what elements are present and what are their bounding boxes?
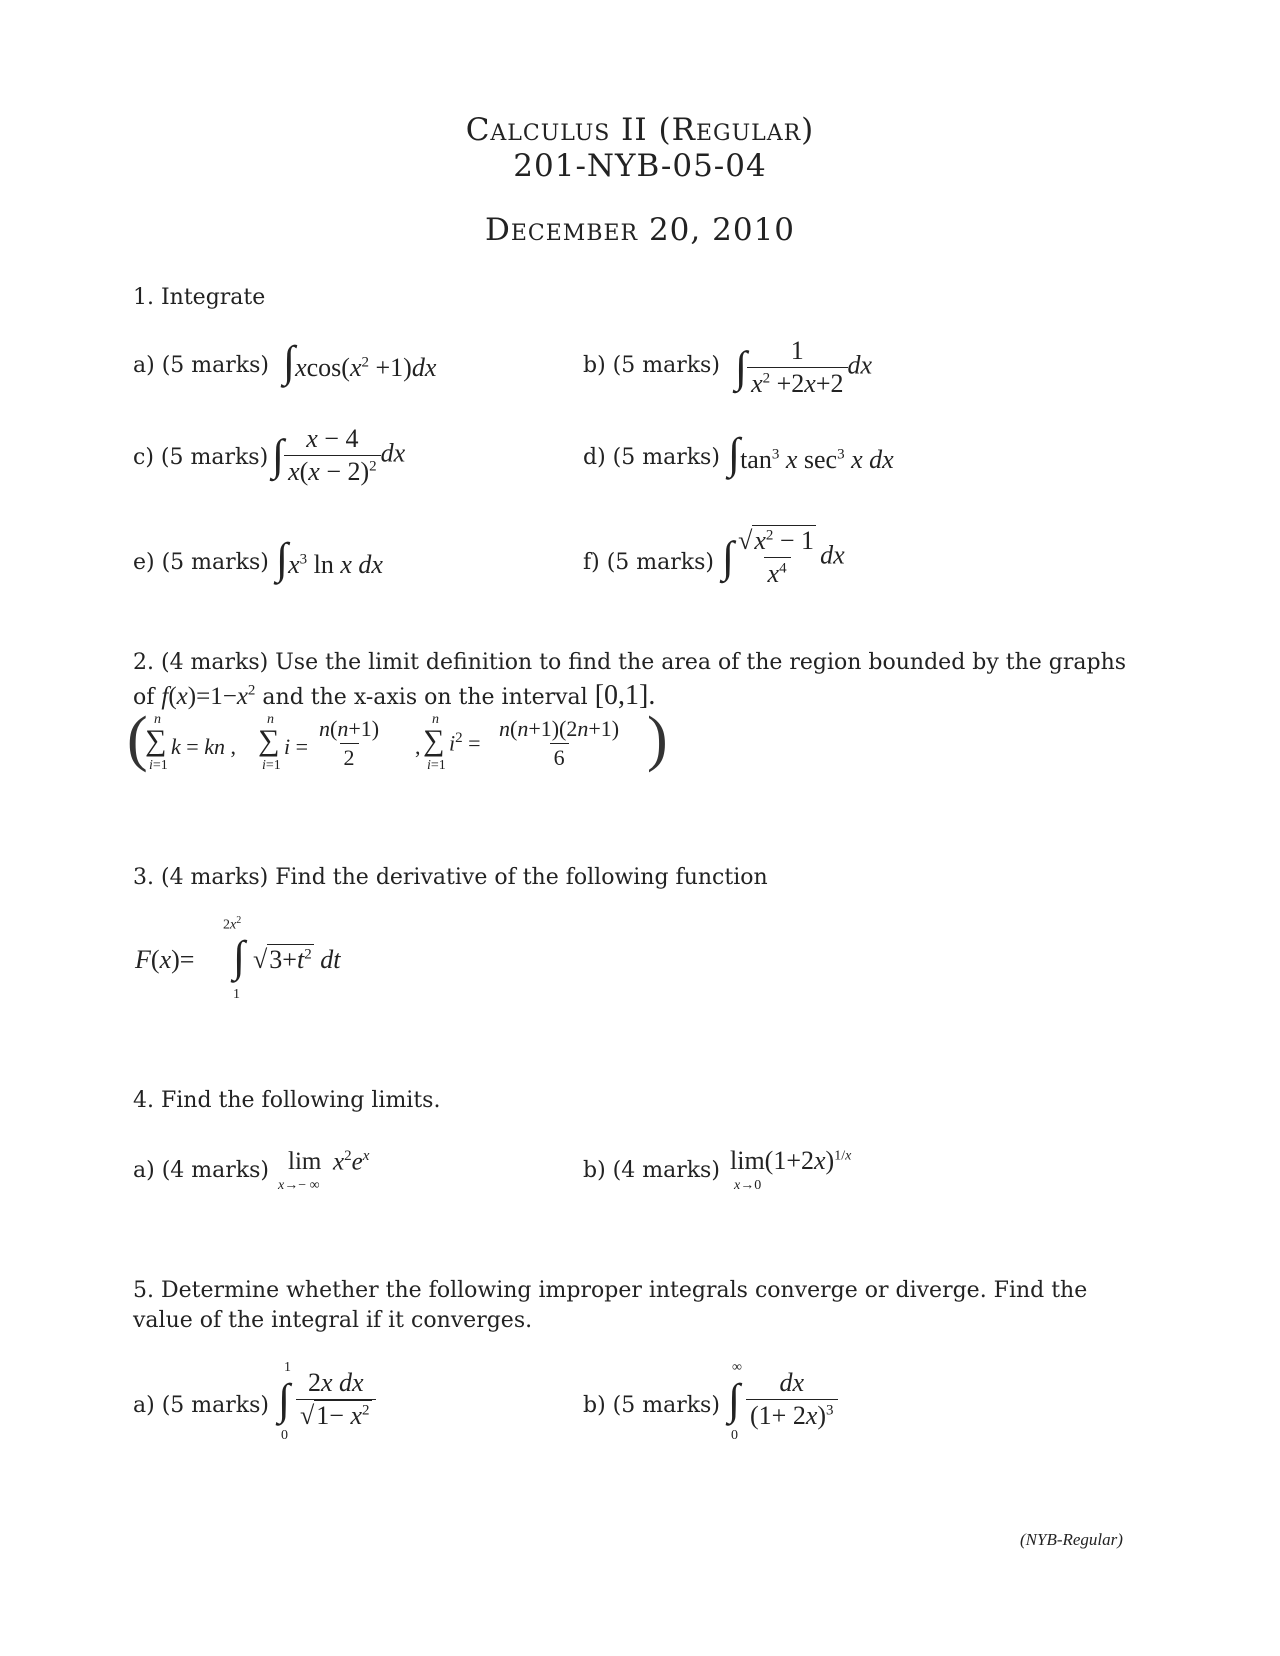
q2-summation-formulas: ( n ∑ i=1 k = kn , n ∑ i=1 i = $\frac{n(n+1)}{2}$ , n ∑ i=1 $i^2$ = $\frac{n(n+1)(2n+1)}{6}$ ) xyxy=(127,705,668,773)
exam-date: December 20, 2010 xyxy=(484,212,796,248)
q4-title: 4. Find the following limits. xyxy=(133,1088,441,1113)
q1c-label: c) (5 marks) xyxy=(133,445,269,470)
q1b-expression: ∫ $\frac{1}{x^2 +2x+2}$ dx xyxy=(735,336,873,398)
q2-line2: of $f(x)=1-x^2$ and the x-axis on the interval [0,1]. xyxy=(133,680,656,711)
q3-title: 3. (4 marks) Find the derivative of the following function xyxy=(133,865,768,890)
q1c-expression: ∫ $\frac{x - 4}{x(x - 2)^2}$ dx xyxy=(272,424,406,486)
q5a-label: a) (5 marks) xyxy=(133,1393,269,1418)
q1e-expression: $\int x^3$ ln x dx xyxy=(276,534,383,583)
q2-line2-axis: x-axis on the interval xyxy=(353,685,588,710)
q4a-label: a) (4 marks) xyxy=(133,1158,269,1183)
footer-tag: (NYB-Regular) xyxy=(1020,1530,1123,1549)
q3-function: F(x)= $2x^2$ ∫ 1 $√3+t^2$ dt xyxy=(135,915,341,1002)
course-title: Calculus II (Regular) xyxy=(465,112,815,148)
q5-line1: 5. Determine whether the following improper integrals converge or diverge. Find the xyxy=(133,1278,1088,1303)
q4b-label: b) (4 marks) xyxy=(583,1158,720,1183)
q2-line2-mid: and the xyxy=(262,685,347,710)
q5b-label: b) (5 marks) xyxy=(583,1393,720,1418)
q5-line2: value of the integral if it converges. xyxy=(133,1308,533,1333)
q4b-expression: $\lim(1+2x)^{1/x}$ x→0 xyxy=(730,1146,852,1193)
q4a-expression: lim x→− ∞ $x^2e^x$ xyxy=(278,1148,370,1193)
q1d-label: d) (5 marks) xyxy=(583,445,720,470)
course-code: 201-NYB-05-04 xyxy=(513,148,767,184)
q1b-label: b) (5 marks) xyxy=(583,353,720,378)
q1f-label: f) (5 marks) xyxy=(583,550,714,575)
q1f-expression: ∫ $\frac{√x^2 - 1}{x^4}$ dx xyxy=(722,526,845,588)
q1a-label: a) (5 marks) xyxy=(133,353,269,378)
q1-title: 1. Integrate xyxy=(133,285,266,310)
q1e-label: e) (5 marks) xyxy=(133,550,269,575)
q2-line1: 2. (4 marks) Use the limit definition to find the area of the region bounded by the graphs xyxy=(133,650,1127,675)
q5b-expression: ∞ ∫ 0 $\frac{dx}{(1+ 2x)^3}$ xyxy=(728,1360,858,1450)
q2-line2-pre: of xyxy=(133,685,155,710)
q1a-expression: $\int xcos(x^2 +1)dx$ xyxy=(283,337,437,386)
q1d-expression: $\int\tan^3$ x $\sec^3 x$ dx xyxy=(728,429,894,478)
q5a-expression: 1 ∫ 0 $\frac{\text{2x dx}}{√1- x^2}$ xyxy=(278,1360,398,1450)
